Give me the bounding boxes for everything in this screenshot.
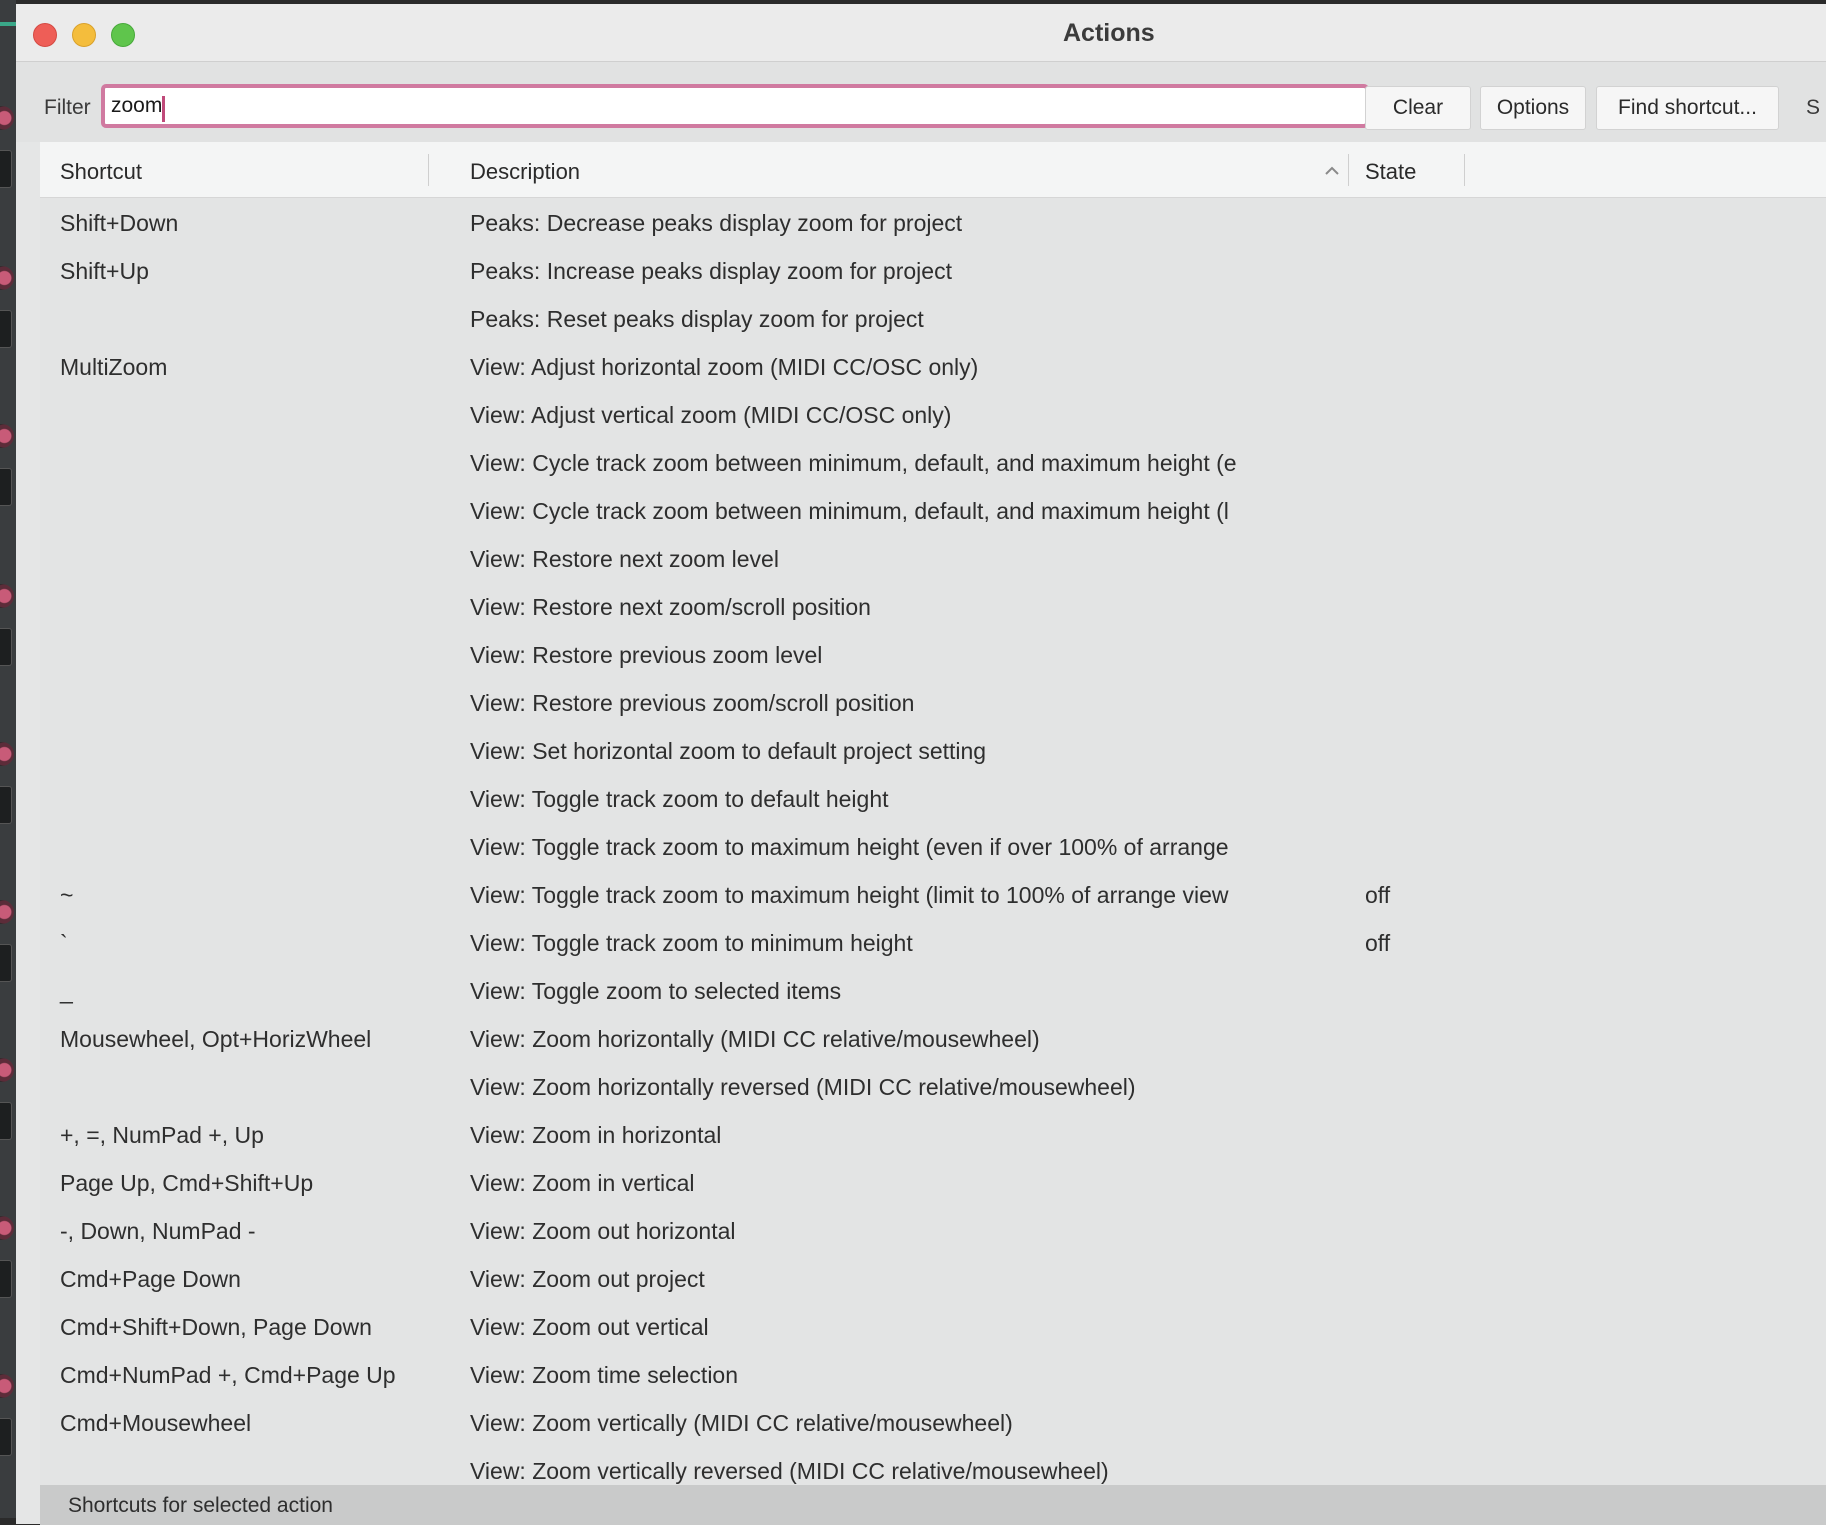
table-row[interactable] (40, 1352, 1826, 1400)
close-window-button[interactable] (33, 23, 57, 47)
description-cell: View: Zoom horizontally (MIDI CC relative/mousewheel) (470, 1026, 1040, 1052)
background-app-strip (0, 0, 16, 1518)
column-header-shortcut[interactable]: Shortcut (60, 159, 142, 184)
background-slot (0, 468, 12, 506)
background-knob-icon (0, 1216, 14, 1240)
state-cell: off (1365, 930, 1391, 956)
background-slot (0, 150, 12, 188)
table-header (40, 142, 1826, 198)
table-row[interactable] (40, 1256, 1826, 1304)
options-button[interactable]: Options (1480, 86, 1586, 130)
shortcut-cell: ~ (60, 882, 74, 908)
description-cell: View: Toggle track zoom to maximum height (limit to 100% of arrange view (470, 882, 1229, 908)
background-slot (0, 1102, 12, 1140)
table-row[interactable] (40, 1064, 1826, 1112)
shortcut-cell: Shift+Down (60, 210, 179, 236)
shortcut-cell: MultiZoom (60, 354, 168, 380)
description-cell: Peaks: Decrease peaks display zoom for project (470, 210, 963, 236)
table-row[interactable] (40, 344, 1826, 392)
description-cell: View: Toggle zoom to selected items (470, 978, 842, 1004)
actions-table (40, 142, 1826, 1524)
minimize-window-button[interactable] (72, 23, 96, 47)
actions-window (16, 4, 1826, 1524)
table-row[interactable] (40, 776, 1826, 824)
background-slot (0, 944, 12, 982)
column-divider[interactable] (1464, 154, 1465, 186)
table-row[interactable] (40, 488, 1826, 536)
shortcut-cell: +, =, NumPad +, Up (60, 1122, 264, 1148)
background-knob-icon (0, 742, 14, 766)
description-cell: View: Zoom vertically (MIDI CC relative/mousewheel) (470, 1410, 1013, 1436)
table-row[interactable] (40, 920, 1826, 968)
background-slot (0, 786, 12, 824)
table-row[interactable] (40, 1160, 1826, 1208)
filter-toolbar (16, 62, 1826, 142)
description-cell: View: Restore next zoom/scroll position (470, 594, 871, 620)
table-row[interactable] (40, 584, 1826, 632)
background-knob-icon (0, 266, 14, 290)
filter-input[interactable] (101, 84, 1369, 128)
description-cell: View: Zoom vertically reversed (MIDI CC relative/mousewheel) (470, 1458, 1109, 1484)
table-row[interactable] (40, 200, 1826, 248)
background-slot (0, 310, 12, 348)
description-cell: View: Cycle track zoom between minimum, default, and maximum height (l (470, 498, 1229, 524)
description-cell: View: Restore next zoom level (470, 546, 779, 572)
title-bar[interactable] (16, 4, 1826, 62)
text-caret (162, 96, 165, 122)
shortcut-cell: Cmd+Shift+Down, Page Down (60, 1314, 372, 1340)
description-cell: View: Toggle track zoom to maximum height (even if over 100% of arrange (470, 834, 1229, 860)
sort-ascending-icon[interactable] (1321, 160, 1343, 182)
description-cell: View: Set horizontal zoom to default project setting (470, 738, 987, 764)
description-cell: View: Zoom out project (470, 1266, 705, 1292)
description-cell: Peaks: Reset peaks display zoom for project (470, 306, 924, 332)
background-knob-icon (0, 1374, 14, 1398)
table-body (40, 200, 1826, 1496)
background-knob-icon (0, 1058, 14, 1082)
table-row[interactable] (40, 1112, 1826, 1160)
description-cell: View: Zoom horizontally reversed (MIDI CC relative/mousewheel) (470, 1074, 1136, 1100)
background-knob-icon (0, 424, 14, 448)
table-row[interactable] (40, 248, 1826, 296)
description-cell: View: Zoom in horizontal (470, 1122, 722, 1148)
description-cell: View: Adjust horizontal zoom (MIDI CC/OSC only) (470, 354, 979, 380)
table-row[interactable] (40, 872, 1826, 920)
table-row[interactable] (40, 728, 1826, 776)
background-knob-icon (0, 584, 14, 608)
shortcut-cell: ` (60, 930, 68, 956)
background-knob-icon (0, 900, 14, 924)
table-row[interactable] (40, 440, 1826, 488)
description-cell: View: Toggle track zoom to minimum height (470, 930, 913, 956)
section-dropdown-button[interactable]: S (1806, 96, 1821, 119)
window-title-text: Actions (1063, 19, 1155, 47)
description-cell: View: Restore previous zoom/scroll position (470, 690, 915, 716)
shortcut-cell: Cmd+Page Down (60, 1266, 241, 1292)
shortcut-cell: Shift+Up (60, 258, 149, 284)
description-cell: View: Zoom out vertical (470, 1314, 709, 1340)
table-row[interactable] (40, 392, 1826, 440)
table-row[interactable] (40, 1400, 1826, 1448)
shortcut-cell: _ (60, 978, 73, 1004)
table-row[interactable] (40, 1016, 1826, 1064)
description-cell: View: Adjust vertical zoom (MIDI CC/OSC only) (470, 402, 952, 428)
background-slot (0, 1418, 12, 1456)
column-divider[interactable] (1348, 154, 1349, 186)
description-cell: View: Restore previous zoom level (470, 642, 823, 668)
table-row[interactable] (40, 536, 1826, 584)
table-row[interactable] (40, 968, 1826, 1016)
background-slot (0, 1260, 12, 1298)
find-shortcut-button[interactable]: Find shortcut... (1596, 86, 1779, 130)
table-row[interactable] (40, 296, 1826, 344)
table-row[interactable] (40, 632, 1826, 680)
table-row[interactable] (40, 824, 1826, 872)
shortcut-cell: -, Down, NumPad - (60, 1218, 256, 1244)
maximize-window-button[interactable] (111, 23, 135, 47)
shortcut-cell: Cmd+NumPad +, Cmd+Page Up (60, 1362, 396, 1388)
state-cell: off (1365, 882, 1391, 908)
table-row[interactable] (40, 1208, 1826, 1256)
status-text: Shortcuts for selected action (68, 1494, 333, 1517)
description-cell: View: Toggle track zoom to default height (470, 786, 889, 812)
shortcut-cell: Cmd+Mousewheel (60, 1410, 252, 1436)
column-header-state[interactable]: State (1365, 159, 1417, 184)
description-cell: Peaks: Increase peaks display zoom for project (470, 258, 952, 284)
filter-label: Filter (44, 96, 91, 119)
description-cell: View: Zoom out horizontal (470, 1218, 736, 1244)
column-divider[interactable] (428, 154, 429, 186)
description-cell: View: Zoom time selection (470, 1362, 739, 1388)
clear-button[interactable]: Clear (1365, 86, 1471, 130)
status-bar (40, 1485, 1826, 1525)
shortcut-cell: Mousewheel, Opt+HorizWheel (60, 1026, 372, 1052)
column-header-description[interactable]: Description (470, 159, 581, 184)
background-track-indicator (0, 22, 16, 26)
table-row[interactable] (40, 1304, 1826, 1352)
description-cell: View: Zoom in vertical (470, 1170, 695, 1196)
table-row[interactable] (40, 680, 1826, 728)
background-slot (0, 628, 12, 666)
background-knob-icon (0, 106, 14, 130)
shortcut-cell: Page Up, Cmd+Shift+Up (60, 1170, 314, 1196)
description-cell: View: Cycle track zoom between minimum, default, and maximum height (e (470, 450, 1237, 476)
